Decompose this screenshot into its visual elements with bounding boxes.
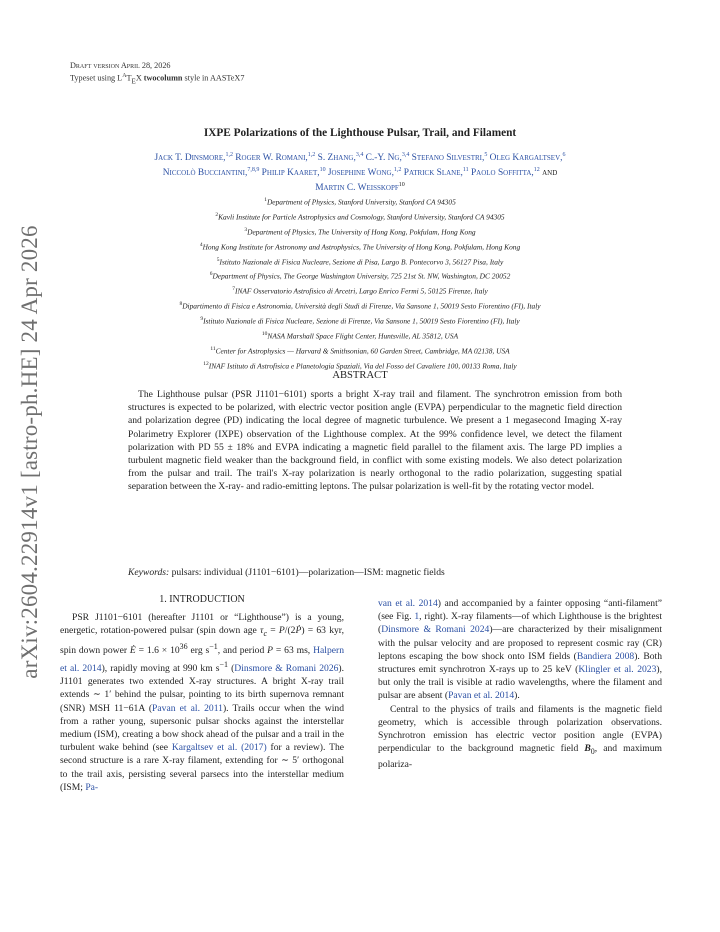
keywords bbox=[128, 567, 622, 578]
citation-link[interactable]: Halpern et al. 2014 bbox=[60, 645, 344, 674]
figure-link[interactable]: 1 bbox=[414, 611, 420, 623]
intro-paragraph-1: PSR J1101−6101 (hereafter J1101 or “Lighthouse”) is a young, energetic, rotation-powered pulsar (spin down age $\tau_c$ = P/(2Ṗ) = 63 kyr, spin down power Ė = $1.6 \times 10^{36}$ erg $s^{-1}$, and period P = 63 ms, Halpern et al. 2014), rapidly moving at 990 km $s^{-1}$ (Dinsmore & Romani 2026). J1101 generates two extended X-ray structures. A bright X-ray trail extends ∼ 1′ behind the pulsar, pointing to its birth supernova remnant (SNR) MSH 11−61A (Pavan et al. 2011). Trails occur when the wind from a rather young, supersonic pulsar shocks against the interstellar medium (ISM), creating a bow shock ahead of the pulsar and a trail in the turbulent wake behind (see Kargaltsev et al. (2017) for a review). The second structure is a rare X-ray filament, extending for ∼ 5′ orthogonal to the trail axis, persisting several parsecs into the interstellar medium (ISM; Pa- bbox=[60, 612, 345, 793]
abstract-heading: ABSTRACT bbox=[332, 370, 388, 381]
affiliation: $^3$Department of Physics, The University of Hong Kong, Pokfulam, Hong Kong bbox=[244, 226, 476, 237]
intro-paragraph-3: Central to the physics of trails and filaments is the magnetic field geometry, which is accessible through polarization observations. Synchrotron emission has electric vector position angle (EVPA) perpendicular to the background magnetic field $B_0$, and maximum polariza- bbox=[378, 703, 663, 771]
abstract-text: The Lighthouse pulsar (PSR J1101−6101) sports a bright X-ray trail and filament. The synchrotron emission from both structures is expected to be polarized, with electric vector position angle (EVPA) perpendicular to the magnetic field direction and polarization degree (PD) indicating the local degree of magnetic turbulence. We present a 1 megasecond Imaging X-ray Polarimetry Explorer (IXPE) observation of the Lighthouse complex. At the 99% confidence level, we detect the filament polarization with PD 55 ± 18% and EVPA indicating a magnetic field parallel to the filament axis. The large PD implies a turbulent magnetic field weaker than the background field, in conflict with some existing models. We also detect polarization from the pulsar and trail. The trail's X-ray polarization is nearly orthogonal to the radio polarization, suggesting spatial separation between the X-ray- and radio-emitting leptons. The pulsar polarization is well-fit by the rotating vector model. bbox=[128, 389, 622, 493]
citation-link[interactable]: van et al. 2014 bbox=[378, 598, 438, 609]
keywords-text: pulsars: individual (J1101−6101)—polarization—ISM: magnetic fields bbox=[171, 567, 445, 578]
citation-link[interactable]: Dinsmore & Romani 2026 bbox=[234, 662, 339, 674]
affiliation: $^1$Department of Physics, Stanford University, Stanford CA 94305 bbox=[264, 197, 456, 207]
affiliation: $^{12}$INAF Istituto di Astrofisica e Planetologia Spaziali, Via del Fosso del Cavaliere 100, 00133 Roma, Italy bbox=[203, 360, 517, 371]
affiliation: $^{10}$NASA Marshall Space Flight Center, Huntsville, AL 35812, USA bbox=[261, 330, 459, 341]
affiliation: $^4$Hong Kong Institute for Astronomy and Astrophysics, The University of Hong Kong, Pokfulam, Hong Kong bbox=[199, 241, 521, 252]
authors-line-2: Niccolò Bucciantini,$^{7,8,9}$ Philip Kaaret,$^{10}$ Josephine Wong,$^{1,2}$ Patrick Slane,$^{11}$ Paolo Soffitta,$^{12}$ and bbox=[162, 167, 558, 179]
intro-right-column bbox=[378, 597, 662, 772]
affiliation: $^2$Kavli Institute for Particle Astrophysics and Cosmology, Stanford University, Stanford CA 94305 bbox=[215, 211, 505, 222]
typeset-note: Typeset using $L^AT_EX$ twocolumn style in AASTeX7 bbox=[70, 73, 245, 86]
paper-title: IXPE Polarizations of the Lighthouse Pulsar, Trail, and Filament bbox=[203, 127, 517, 139]
citation-link[interactable]: Kargaltsev et al. (2017) bbox=[171, 742, 267, 754]
citation-link[interactable]: Bandiera 2008 bbox=[576, 650, 635, 662]
citation-link[interactable]: Pa- bbox=[85, 781, 99, 793]
affiliation: $^5$Istituto Nazionale di Fisica Nucleare, Sezione di Pisa, Largo B. Pontecorvo 3, 56127 Pisa, Italy bbox=[216, 256, 504, 266]
intro-left-column bbox=[60, 611, 344, 794]
citation-link[interactable]: Dinsmore & Romani 2024 bbox=[381, 624, 490, 636]
affiliation: $^9$Istituto Nazionale di Fisica Nucleare, Sezione di Firenze, Via Sansone 1, 50019 Sesto Fiorentino (FI), Italy bbox=[200, 316, 520, 326]
citation-link[interactable]: Pavan et al. 2014 bbox=[448, 690, 515, 702]
authors-line-3: Martin C. Weisskopf$^{10}$ bbox=[315, 182, 405, 194]
arxiv-identifier: arXiv:2604.22914v1 [astro-ph.HE] 24 Apr 2026 bbox=[17, 225, 42, 679]
intro-paragraph-2: van et al. 2014) and accompanied by a fainter opposing “anti-filament” (see Fig. 1, right). X-ray filaments—of which Lighthouse is the brightest (Dinsmore & Romani 2024)—are characterized by their misalignment with the pulsar velocity and are proposed to represent cosmic ray (CR) leptons escaping the bow shock onto ISM fields (Bandiera 2008). Both structures emit synchrotron X-rays up to 25 keV (Klingler et al. 2023), but only the trail is visible at radio wavelengths, where the filament and pulsar are absent (Pavan et al. 2014). bbox=[378, 598, 662, 702]
citation-link[interactable]: Klingler et al. 2023 bbox=[578, 664, 657, 676]
draft-version: Draft version April 28, 2026 bbox=[70, 61, 171, 70]
citation-link[interactable]: Pavan et al. 2011 bbox=[152, 702, 223, 714]
author-list bbox=[70, 149, 650, 194]
affiliation: $^7$INAF Osservatorio Astrofisico di Arcetri, Largo Enrico Fermi 5, 50125 Firenze, Italy bbox=[232, 286, 488, 296]
authors-line-1: Jack T. Dinsmore,$^{1,2}$ Roger W. Romani,$^{1,2}$ S. Zhang,$^{3,4}$ C.-Y. Ng,$^{3,4}$ Stefano Silvestri,$^5$ Oleg Kargaltsev,$^6$ bbox=[154, 152, 566, 164]
keywords-label: Keywords: bbox=[128, 567, 170, 578]
section-heading: 1. INTRODUCTION bbox=[159, 594, 245, 605]
affiliations bbox=[60, 194, 660, 373]
affiliation: $^6$Department of Physics, The George Washington University, 725 21st St. NW, Washington, DC 20052 bbox=[209, 271, 511, 281]
affiliation: $^{11}$Center for Astrophysics — Harvard & Smithsonian, 60 Garden Street, Cambridge, MA 02138, USA bbox=[210, 345, 510, 356]
affiliation: $^8$Dipartimento di Fisica e Astronomia, Università degli Studi di Firenze, Via Sansone 1, 50019 Sesto Fiorentino (FI), Italy bbox=[179, 301, 541, 311]
